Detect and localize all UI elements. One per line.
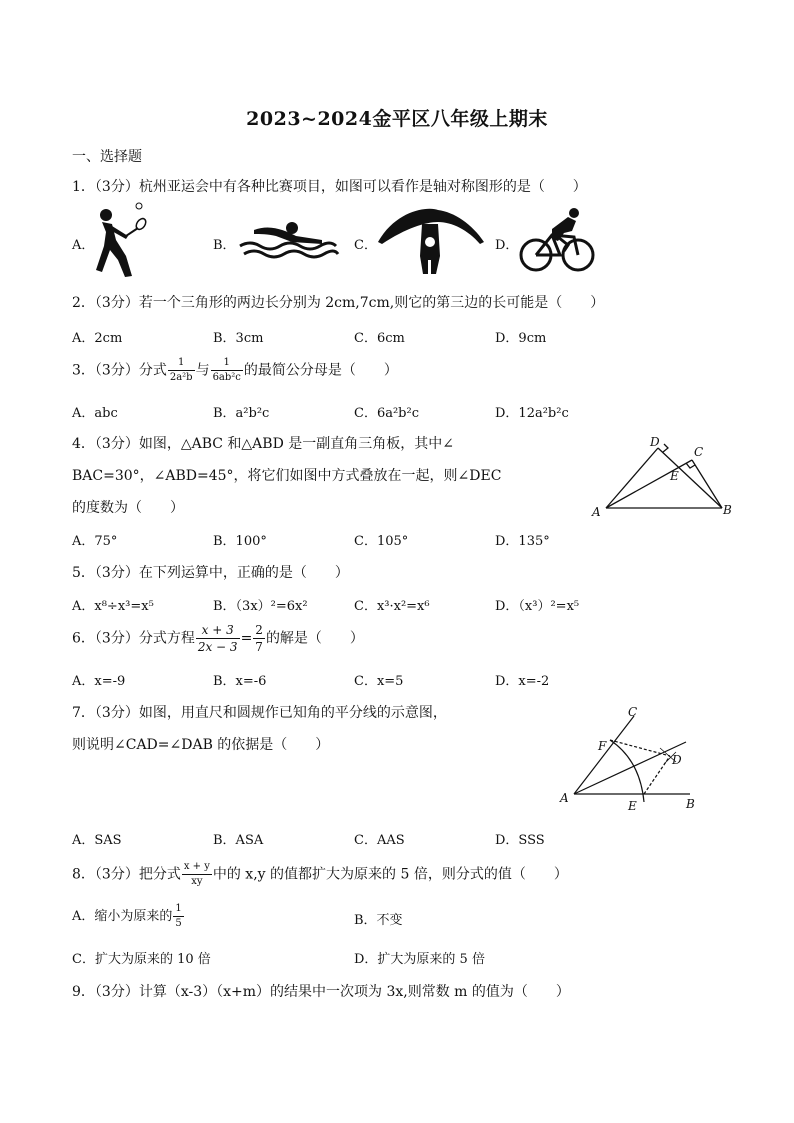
question-6-stem — [72, 624, 364, 653]
q8-option-d: D．扩大为原来的 5 倍 — [354, 952, 485, 967]
q6-f2-den: 7 — [255, 640, 263, 654]
q4-option-c: C．105° — [354, 534, 409, 549]
q1-option-c: C． — [354, 238, 377, 253]
question-9-stem: 9．（3分）计算（x-3）（x+m）的结果中一次项为 3x,则常数 m 的值为（ ） — [72, 984, 570, 1000]
q7-label-a: A — [560, 791, 569, 805]
page-title: 2023~2024金平区八年级上期末 — [246, 108, 548, 130]
q7-option-a: A．SAS — [72, 833, 122, 848]
q3-fraction-1 — [168, 358, 195, 383]
q4-option-a: A．75° — [72, 534, 118, 549]
q3-suffix: 的最简公分母是（ ） — [243, 362, 398, 379]
q2-option-c: C．6cm — [354, 331, 405, 346]
q8-optA-num: 1 — [173, 904, 183, 917]
cyclist-icon — [518, 205, 598, 277]
q3-f2-den: 6ab²c — [212, 372, 241, 383]
question-8-stem — [72, 862, 568, 887]
q7-option-c: C．AAS — [354, 833, 405, 848]
q4-option-d: D．135° — [495, 534, 550, 549]
q8-option-a-fraction — [173, 904, 183, 929]
swimmer-icon — [236, 220, 340, 264]
question-2-stem: 2．（3分）若一个三角形的两边长分别为 2cm,7cm,则它的第三边的长可能是（ ） — [72, 295, 605, 311]
q7-label-b: B — [686, 797, 695, 811]
q8-prefix: 8．（3分）把分式 — [72, 866, 181, 883]
q2-option-d: D．9cm — [495, 331, 547, 346]
q3-prefix: 3．（3分）分式 — [72, 362, 167, 379]
question-3-stem — [72, 358, 398, 383]
q7-label-c: C — [628, 705, 638, 719]
q8-fraction — [182, 862, 212, 887]
gymnast-icon — [376, 206, 486, 276]
q7-label-e: E — [628, 799, 637, 813]
question-7-line-1: 7．（3分）如图，用直尺和圆规作已知角的平分线的示意图， — [72, 705, 447, 721]
q6-prefix: 6．（3分）分式方程 — [72, 630, 195, 647]
q7-label-d: D — [672, 753, 682, 767]
q1-option-b: B． — [213, 238, 236, 253]
q6-fraction-1 — [196, 624, 240, 653]
q6-option-a: A．x=-9 — [72, 674, 126, 689]
q3-mid: 与 — [195, 362, 210, 379]
question-4-line-1: 4．（3分）如图，△ABC 和△ABD 是一副直角三角板，其中∠ — [72, 436, 454, 452]
q7-option-d: D．SSS — [495, 833, 545, 848]
q6-f1-num: x + 3 — [196, 624, 240, 639]
q5-option-a: A．x⁸÷x³=x⁵ — [72, 599, 154, 614]
question-7-line-2: 则说明∠CAD=∠DAB 的依据是（ ） — [72, 737, 330, 753]
q3-f1-num: 1 — [168, 358, 195, 371]
q4-triangle-diagram — [586, 432, 736, 522]
q8-option-b: B．不变 — [354, 913, 403, 928]
q6-f2-num: 2 — [255, 623, 263, 637]
tennis-player-icon — [92, 200, 152, 280]
q3-fraction-2 — [211, 358, 243, 383]
q7-angle-bisector-diagram — [560, 702, 710, 814]
q4-label-a: A — [592, 505, 601, 519]
q5-option-d: D．（x³）²=x⁵ — [495, 599, 580, 614]
q6-option-c: C．x=5 — [354, 674, 404, 689]
q4-label-c: C — [694, 445, 704, 459]
question-4-line-3: 的度数为（ ） — [72, 500, 184, 516]
q4-option-b: B．100° — [213, 534, 267, 549]
q6-fraction-2 — [253, 624, 265, 653]
q8-optA-den: 5 — [175, 918, 182, 929]
q4-label-d: D — [650, 435, 660, 449]
q3-option-d: D．12a²b²c — [495, 406, 569, 421]
q8-option-a-prefix: A．缩小为原来的 — [72, 909, 173, 924]
q6-option-d: D．x=-2 — [495, 674, 550, 689]
q8-option-a — [72, 904, 185, 929]
q7-label-f: F — [598, 739, 607, 753]
q3-f2-num: 1 — [211, 358, 243, 371]
q6-suffix: 的解是（ ） — [265, 630, 364, 647]
q5-option-b: B．（3x）²=6x² — [213, 599, 308, 614]
q6-equals: = — [240, 630, 253, 647]
q6-f1-den: 2x − 3 — [197, 640, 238, 654]
q2-option-b: B．3cm — [213, 331, 264, 346]
q4-label-b: B — [723, 503, 732, 517]
q1-option-a: A． — [72, 238, 95, 253]
q1-option-d: D． — [495, 238, 519, 253]
section-heading: 一、选择题 — [72, 149, 142, 165]
q6-option-b: B．x=-6 — [213, 674, 267, 689]
question-5-stem: 5．（3分）在下列运算中，正确的是（ ） — [72, 565, 349, 581]
q3-f1-den: 2a²b — [169, 372, 193, 383]
q3-option-a: A．abc — [72, 406, 118, 421]
q8-f-num: x + y — [182, 862, 212, 875]
q3-option-c: C．6a²b²c — [354, 406, 419, 421]
question-1-stem: 1．（3分）杭州亚运会中有各种比赛项目，如图可以看作是轴对称图形的是（ ） — [72, 179, 587, 195]
q5-option-c: C．x³·x²=x⁶ — [354, 599, 430, 614]
q4-label-e: E — [670, 469, 679, 483]
question-4-line-2: BAC=30°，∠ABD=45°，将它们如图中方式叠放在一起，则∠DEC — [72, 468, 502, 484]
q7-option-b: B．ASA — [213, 833, 264, 848]
q2-option-a: A．2cm — [72, 331, 123, 346]
q8-f-den: xy — [191, 876, 203, 887]
q8-option-c: C．扩大为原来的 10 倍 — [72, 952, 211, 967]
q3-option-b: B．a²b²c — [213, 406, 270, 421]
q8-suffix: 中的 x,y 的值都扩大为原来的 5 倍，则分式的值（ ） — [212, 866, 568, 883]
